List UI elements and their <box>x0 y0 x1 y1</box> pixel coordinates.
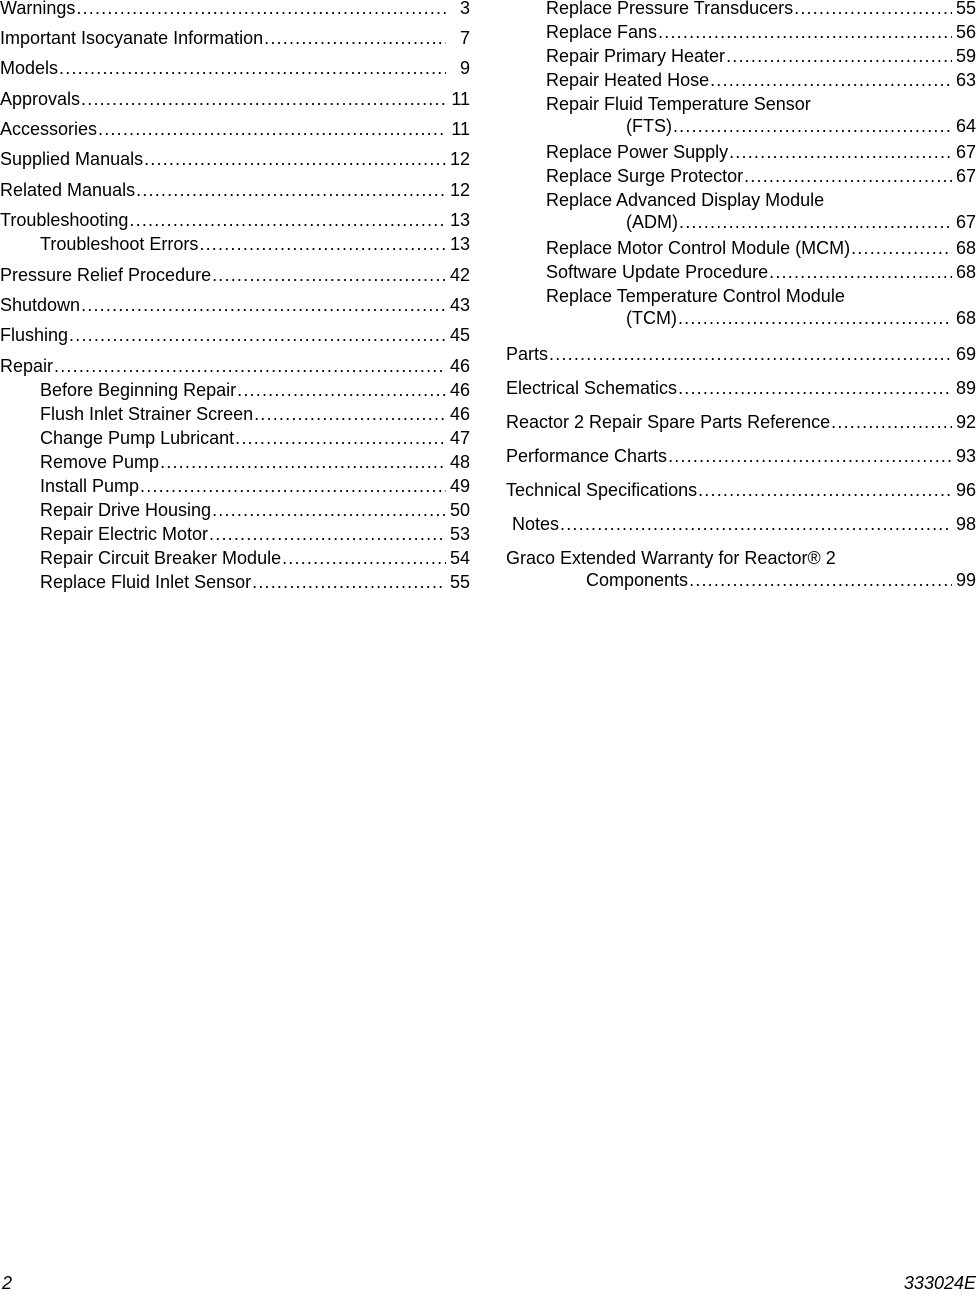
toc-page: 13 <box>449 210 470 230</box>
toc-leader <box>76 0 446 19</box>
toc-label: Remove Pump <box>40 452 160 472</box>
toc-entry-extended-warranty[interactable] <box>506 547 976 591</box>
toc-entry-models[interactable] <box>0 57 470 79</box>
toc-page: 46 <box>449 356 470 376</box>
toc-leader <box>252 571 446 593</box>
toc-label: Flush Inlet Strainer Screen <box>40 404 254 424</box>
toc-label: Important Isocyanate Information <box>0 28 264 48</box>
toc-leader <box>851 237 952 259</box>
toc-label: Software Update Procedure <box>546 262 769 282</box>
toc-leader <box>678 377 952 399</box>
toc-page: 93 <box>955 446 976 466</box>
toc-page: 11 <box>451 119 470 139</box>
toc-leader <box>689 569 952 591</box>
toc-label-continued: (ADM) <box>626 212 678 232</box>
toc-label: Related Manuals <box>0 180 136 200</box>
toc-label: Graco Extended Warranty for Reactor® 2 <box>506 548 836 568</box>
toc-entry-install-pump[interactable] <box>40 475 470 497</box>
toc-page: 55 <box>449 572 470 592</box>
toc-page: 99 <box>955 570 976 590</box>
toc-label: Replace Temperature Control Module <box>546 286 845 306</box>
toc-page: 54 <box>449 548 470 568</box>
toc-label: Replace Pressure Transducers <box>546 0 794 18</box>
toc-page: 98 <box>955 514 976 534</box>
page-number: 2 <box>2 1273 13 1293</box>
toc-page: 69 <box>955 344 976 364</box>
toc-leader <box>212 499 446 521</box>
toc-page: 50 <box>449 500 470 520</box>
toc-entry-notes[interactable] <box>512 513 976 535</box>
toc-label: Repair Electric Motor <box>40 524 209 544</box>
toc-entry-troubleshooting[interactable] <box>0 209 470 231</box>
toc-page: 48 <box>449 452 470 472</box>
toc-page: 68 <box>955 238 976 258</box>
toc-entry-replace-surge-protector[interactable] <box>546 165 976 187</box>
toc-entry-related-manuals[interactable] <box>0 179 470 201</box>
toc-label: Repair <box>0 356 54 376</box>
toc-leader <box>698 479 952 501</box>
toc-leader <box>81 88 446 110</box>
toc-page: 92 <box>955 412 976 432</box>
toc-entry-isocyanate[interactable] <box>0 27 470 49</box>
toc-entry-replace-mcm[interactable] <box>546 237 976 259</box>
toc-leader <box>673 115 952 137</box>
toc-label: Before Beginning Repair <box>40 380 237 400</box>
toc-leader <box>212 264 446 286</box>
toc-label: Replace Fluid Inlet Sensor <box>40 572 252 592</box>
toc-leader <box>81 294 446 316</box>
toc-label-continued: Components <box>586 570 689 590</box>
toc-label: Electrical Schematics <box>506 378 678 398</box>
toc-leader <box>235 427 446 449</box>
toc-label-continued: (FTS) <box>626 116 672 136</box>
toc-label: Parts <box>506 344 549 364</box>
toc-entry-software-update[interactable] <box>546 261 976 283</box>
toc-label: Repair Drive Housing <box>40 500 212 520</box>
toc-label: Pressure Relief Procedure <box>0 265 212 285</box>
toc-leader <box>264 27 446 49</box>
toc-leader <box>744 165 952 187</box>
toc-label-continued: (TCM) <box>626 308 677 328</box>
toc-entry-pressure-relief[interactable] <box>0 264 470 286</box>
toc-page: 13 <box>449 234 470 254</box>
toc-leader <box>549 343 952 365</box>
toc-entry-replace-pressure-transducers[interactable] <box>546 0 976 19</box>
toc-leader <box>140 475 446 497</box>
toc-leader <box>69 324 446 346</box>
toc-page: 53 <box>449 524 470 544</box>
toc-page: 67 <box>955 212 976 232</box>
document-number: 333024E <box>903 1273 976 1293</box>
toc-page: 47 <box>449 428 470 448</box>
toc-page: 68 <box>955 308 976 328</box>
toc-page: 46 <box>449 380 470 400</box>
toc-label: Repair Heated Hose <box>546 70 710 90</box>
toc-page: 49 <box>449 476 470 496</box>
toc-page: 64 <box>955 116 976 136</box>
toc-entry-repair[interactable] <box>0 355 470 377</box>
toc-label: Supplied Manuals <box>0 149 144 169</box>
toc-label: Replace Fans <box>546 22 658 42</box>
toc-page: 45 <box>449 325 470 345</box>
toc-page: 3 <box>459 0 470 18</box>
toc-entry-warnings[interactable] <box>0 0 470 19</box>
toc-page: 7 <box>459 28 470 48</box>
toc-page: 59 <box>955 46 976 66</box>
toc-page: 67 <box>955 142 976 162</box>
toc-entry-flush-inlet-strainer[interactable] <box>40 403 470 425</box>
toc-entry-replace-power-supply[interactable] <box>546 141 976 163</box>
toc-leader <box>209 523 446 545</box>
toc-label: Shutdown <box>0 295 81 315</box>
toc-leader <box>679 211 952 233</box>
toc-leader <box>129 209 446 231</box>
toc-label: Technical Specifications <box>506 480 698 500</box>
toc-label: Troubleshoot Errors <box>40 234 199 254</box>
toc-entry-shutdown[interactable] <box>0 294 470 316</box>
toc-entry-repair-drive-housing[interactable] <box>40 499 470 521</box>
toc-label: Change Pump Lubricant <box>40 428 235 448</box>
toc-entry-replace-adm[interactable] <box>546 189 976 233</box>
toc-entry-parts[interactable] <box>506 343 976 365</box>
toc-label: Performance Charts <box>506 446 668 466</box>
toc-page: 63 <box>955 70 976 90</box>
toc-label: Approvals <box>0 89 81 109</box>
toc-leader <box>710 69 952 91</box>
toc-leader <box>729 141 952 163</box>
toc-page: 56 <box>955 22 976 42</box>
toc-label: Repair Fluid Temperature Sensor <box>546 94 811 114</box>
toc-label: Repair Primary Heater <box>546 46 726 66</box>
toc-entry-change-pump-lubricant[interactable] <box>40 427 470 449</box>
toc-leader <box>144 148 446 170</box>
toc-leader <box>769 261 952 283</box>
toc-page: 46 <box>449 404 470 424</box>
toc-entry-repair-primary-heater[interactable] <box>546 45 976 67</box>
toc-entry-troubleshoot-errors[interactable] <box>40 233 470 255</box>
toc-leader <box>726 45 952 67</box>
toc-entry-before-beginning-repair[interactable] <box>40 379 470 401</box>
toc-label: Replace Motor Control Module (MCM) <box>546 238 851 258</box>
toc-label: Troubleshooting <box>0 210 129 230</box>
toc-label: Replace Power Supply <box>546 142 729 162</box>
toc-page: 11 <box>451 89 470 109</box>
toc-page: 67 <box>955 166 976 186</box>
toc-leader <box>136 179 446 201</box>
toc-leader <box>199 233 446 255</box>
toc-page: 43 <box>449 295 470 315</box>
toc-leader <box>831 411 952 433</box>
toc-page: 68 <box>955 262 976 282</box>
toc-entry-performance-charts[interactable] <box>506 445 976 467</box>
toc-leader <box>794 0 952 19</box>
toc-leader <box>560 513 952 535</box>
toc-leader <box>98 118 446 140</box>
toc-entry-repair-heated-hose[interactable] <box>546 69 976 91</box>
toc-label: Notes <box>512 514 560 534</box>
toc-page: 89 <box>955 378 976 398</box>
toc-label: Reactor 2 Repair Spare Parts Reference <box>506 412 831 432</box>
toc-leader <box>54 355 446 377</box>
toc-entry-replace-fluid-inlet-sensor[interactable] <box>40 571 470 593</box>
toc-page: 55 <box>955 0 976 18</box>
toc-leader <box>59 57 446 79</box>
toc-label: Install Pump <box>40 476 140 496</box>
toc-entry-replace-tcm[interactable] <box>546 285 976 329</box>
toc-leader <box>658 21 952 43</box>
toc-entry-spare-parts-reference[interactable] <box>506 411 976 433</box>
toc-label: Flushing <box>0 325 69 345</box>
toc-page: 96 <box>955 480 976 500</box>
toc-leader <box>237 379 446 401</box>
toc-label: Replace Surge Protector <box>546 166 744 186</box>
toc-leader <box>160 451 446 473</box>
toc-page: 12 <box>449 180 470 200</box>
toc-page: 12 <box>449 149 470 169</box>
toc-label: Models <box>0 58 59 78</box>
toc-entry-technical-specifications[interactable] <box>506 479 976 501</box>
toc-entry-flushing[interactable] <box>0 324 470 346</box>
toc-entry-electrical-schematics[interactable] <box>506 377 976 399</box>
toc-entry-accessories[interactable] <box>0 118 470 140</box>
toc-label: Warnings <box>0 0 76 18</box>
toc-label: Accessories <box>0 119 98 139</box>
toc-entry-replace-fans[interactable] <box>546 21 976 43</box>
toc-leader <box>282 547 446 569</box>
toc-entry-remove-pump[interactable] <box>40 451 470 473</box>
toc-entry-repair-fts[interactable] <box>546 93 976 137</box>
toc-page: 42 <box>449 265 470 285</box>
toc-entry-repair-electric-motor[interactable] <box>40 523 470 545</box>
toc-leader <box>668 445 952 467</box>
toc-entry-repair-circuit-breaker[interactable] <box>40 547 470 569</box>
toc-entry-supplied-manuals[interactable] <box>0 148 470 170</box>
toc-entry-approvals[interactable] <box>0 88 470 110</box>
toc-label: Repair Circuit Breaker Module <box>40 548 282 568</box>
toc-page: 9 <box>459 58 470 78</box>
toc-leader <box>254 403 446 425</box>
toc-label: Replace Advanced Display Module <box>546 190 825 210</box>
toc-leader <box>678 307 952 329</box>
